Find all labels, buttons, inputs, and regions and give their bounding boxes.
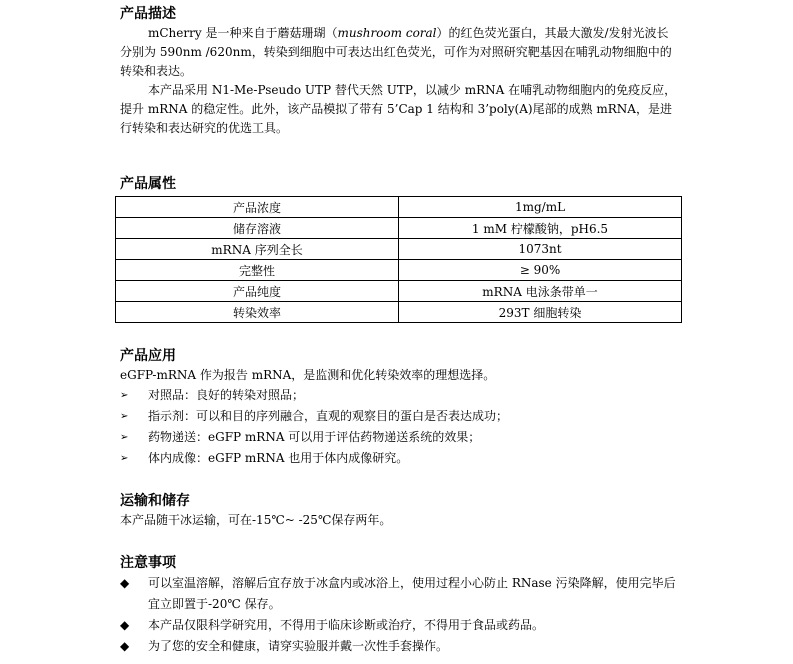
storage-heading: 运输和储存 <box>120 493 190 509</box>
application-section <box>120 346 680 469</box>
table-cell-label: 转染效率 <box>116 302 399 323</box>
arrow-bullet-icon: ➢ <box>120 411 129 422</box>
storage-section <box>120 491 680 530</box>
notes-list <box>120 573 680 657</box>
diamond-bullet-icon: ◆ <box>120 576 130 590</box>
list-item <box>120 427 680 448</box>
list-item <box>120 573 680 615</box>
table-cell-value: 1073nt <box>399 239 682 260</box>
table-row <box>116 239 682 260</box>
diamond-bullet-icon: ◆ <box>120 618 130 632</box>
arrow-bullet-icon: ➢ <box>120 453 129 464</box>
description-p1-end: ）的红色荧光蛋白，其最大激发/发射光波长分别为 590nm /620nm，转染到细胞中可表达出红色荧光，可作为对照研究靶基因在哺乳动物细胞中的转染和表达。 <box>120 26 672 78</box>
arrow-bullet-icon: ➢ <box>120 432 129 443</box>
list-item-text: 为了您的安全和健康，请穿实验服并戴一次性手套操作。 <box>148 639 449 653</box>
list-item-text: 体内成像：eGFP mRNA 也用于体内成像研究。 <box>148 451 409 465</box>
table-row <box>116 197 682 218</box>
list-item-text: 对照品：良好的转染对照品； <box>148 388 305 402</box>
application-intro: eGFP-mRNA 作为报告 mRNA，是监测和优化转染效率的理想选择。 <box>120 368 496 382</box>
list-item <box>120 385 680 406</box>
storage-text: 本产品随干冰运输，可在-15℃~ -25℃保存两年。 <box>120 513 392 527</box>
list-item <box>120 406 680 427</box>
description-p1-italic: mushroom coral <box>337 26 437 40</box>
list-item-text: 指示剂：可以和目的序列融合，直观的观察目的蛋白是否表达成功； <box>148 409 509 423</box>
table-cell-label: 储存溶液 <box>116 218 399 239</box>
table-cell-value: mRNA 电泳条带单一 <box>399 281 682 302</box>
list-item <box>120 615 680 636</box>
description-paragraph-1 <box>120 24 680 81</box>
table-cell-value: 1mg/mL <box>399 197 682 218</box>
table-cell-value: ≥ 90% <box>399 260 682 281</box>
properties-section <box>120 174 680 194</box>
table-row <box>116 260 682 281</box>
list-item-text: 药物递送：eGFP mRNA 可以用于评估药物递送系统的效果； <box>148 430 481 444</box>
description-heading: 产品描述 <box>120 6 176 22</box>
properties-heading: 产品属性 <box>120 176 176 192</box>
application-heading: 产品应用 <box>120 348 176 364</box>
description-section <box>120 4 680 138</box>
list-item <box>120 636 680 657</box>
diamond-bullet-icon: ◆ <box>120 639 130 653</box>
table-row <box>116 281 682 302</box>
table-cell-label: 产品纯度 <box>116 281 399 302</box>
description-paragraph-2: 本产品采用 N1-Me-Pseudo UTP 替代天然 UTP，以减少 mRNA 在哺乳动物细胞内的免疫反应，提升 mRNA 的稳定性。此外，该产品模拟了带有 5’Cap 1 结构和 3’poly(A)尾部的成熟 mRNA，是进行转染和表达研究的优选工具。 <box>120 83 677 135</box>
table-cell-label: 产品浓度 <box>116 197 399 218</box>
notes-section <box>120 553 680 657</box>
table-cell-value: 1 mM 柠檬酸钠，pH6.5 <box>399 218 682 239</box>
arrow-bullet-icon: ➢ <box>120 390 129 401</box>
list-item <box>120 448 680 469</box>
table-cell-label: 完整性 <box>116 260 399 281</box>
notes-heading: 注意事项 <box>120 555 176 571</box>
table-row <box>116 218 682 239</box>
table-cell-label: mRNA 序列全长 <box>116 239 399 260</box>
description-p1-start: mCherry 是一种来自于蘑菇珊瑚（ <box>148 26 338 40</box>
properties-table <box>115 196 682 323</box>
application-list <box>120 385 680 469</box>
table-row <box>116 302 682 323</box>
table-cell-value: 293T 细胞转染 <box>399 302 682 323</box>
list-item-text: 可以室温溶解，溶解后宜存放于冰盒内或冰浴上，使用过程小心防止 RNase 污染降解，使用完毕后宜立即置于-20℃ 保存。 <box>148 576 676 611</box>
list-item-text: 本产品仅限科学研究用，不得用于临床诊断或治疗，不得用于食品或药品。 <box>148 618 545 632</box>
